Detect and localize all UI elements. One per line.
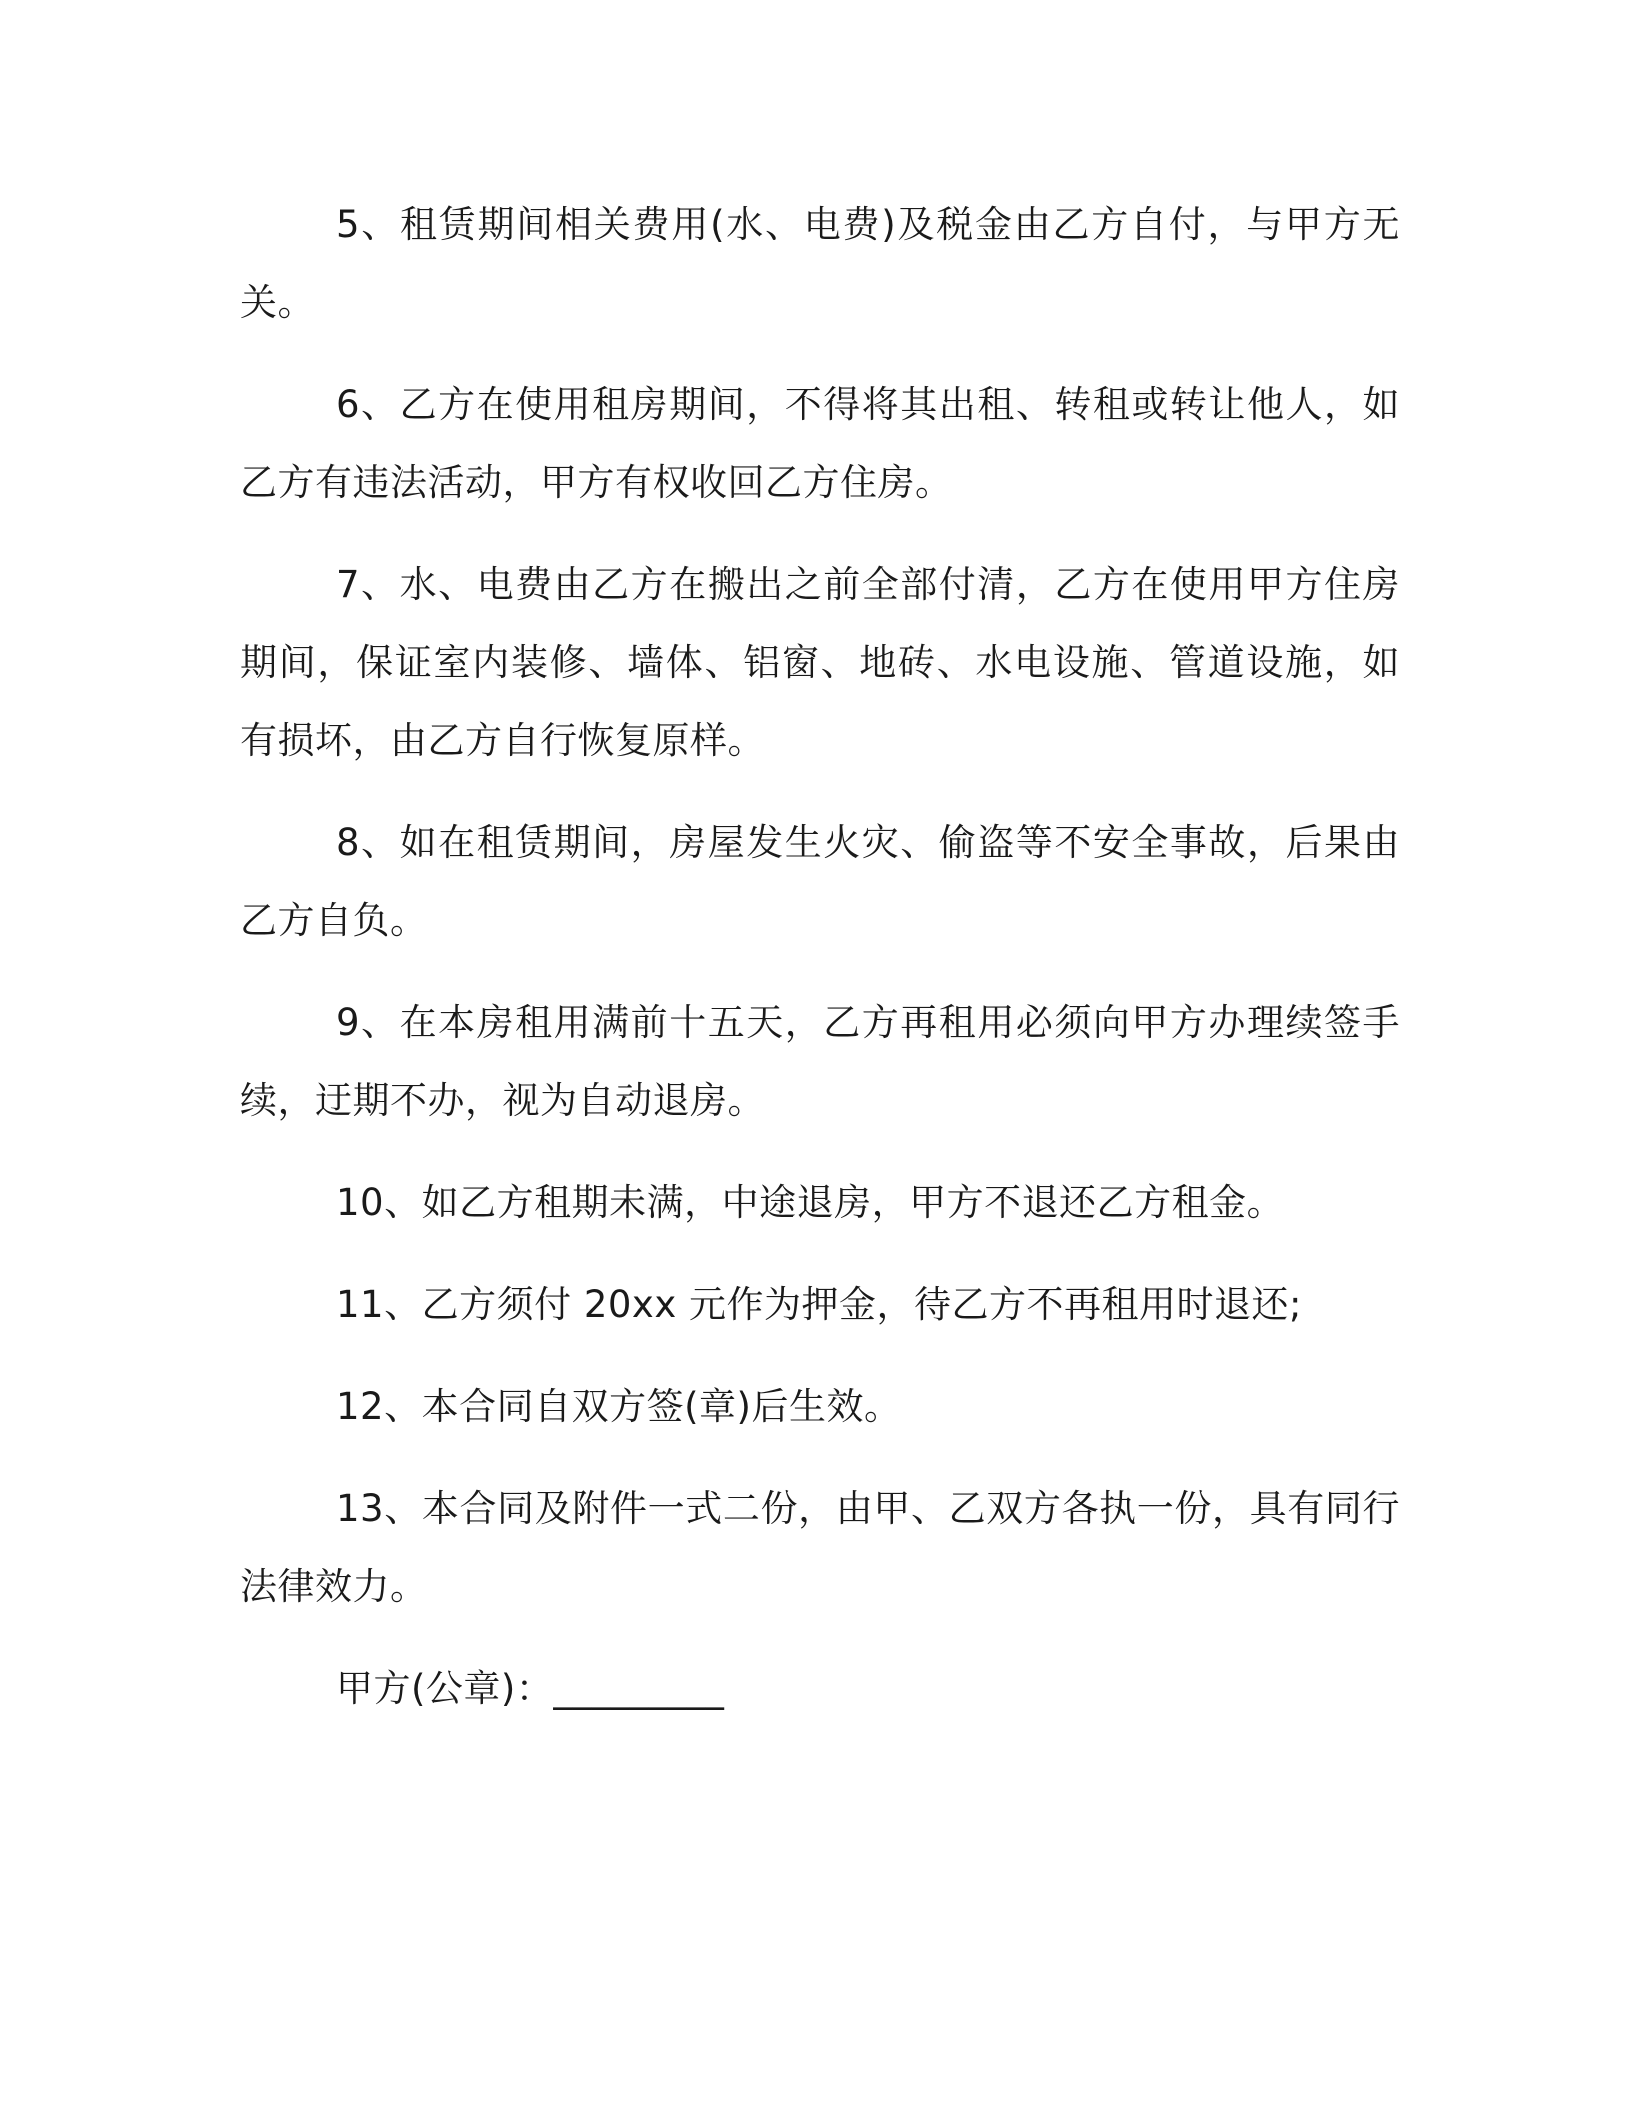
clause-11: 11、乙方须付 20xx 元作为押金，待乙方不再租用时退还; bbox=[336, 1283, 1302, 1326]
clause-6: 6、乙方在使用租房期间，不得将其出租、转租或转让他人，如乙方有违法活动，甲方有权收回乙方住房。 bbox=[240, 383, 1400, 504]
clause-9: 9、在本房租用满前十五天，乙方再租用必须向甲方办理续签手续，迂期不办，视为自动退房。 bbox=[240, 1001, 1400, 1122]
clause-12: 12、本合同自双方签(章)后生效。 bbox=[336, 1385, 902, 1428]
clause-5: 5、租赁期间相关费用(水、电费)及税金由乙方自付，与甲方无关。 bbox=[240, 203, 1400, 324]
clause-10: 10、如乙方租期未满，中途退房，甲方不退还乙方租金。 bbox=[336, 1181, 1285, 1224]
document-body bbox=[240, 186, 1400, 1728]
clause-8: 8、如在租赁期间，房屋发生火灾、偷盗等不安全事故，后果由乙方自负。 bbox=[240, 821, 1400, 942]
clause-7: 7、水、电费由乙方在搬出之前全部付清，乙方在使用甲方住房期间，保证室内装修、墙体、铝窗、地砖、水电设施、管道设施，如有损坏，由乙方自行恢复原样。 bbox=[240, 563, 1400, 762]
clause-13: 13、本合同及附件一式二份，由甲、乙双方各执一份，具有同行法律效力。 bbox=[240, 1487, 1400, 1608]
party-a-signature-line: 甲方(公章)：_________ bbox=[336, 1667, 725, 1710]
